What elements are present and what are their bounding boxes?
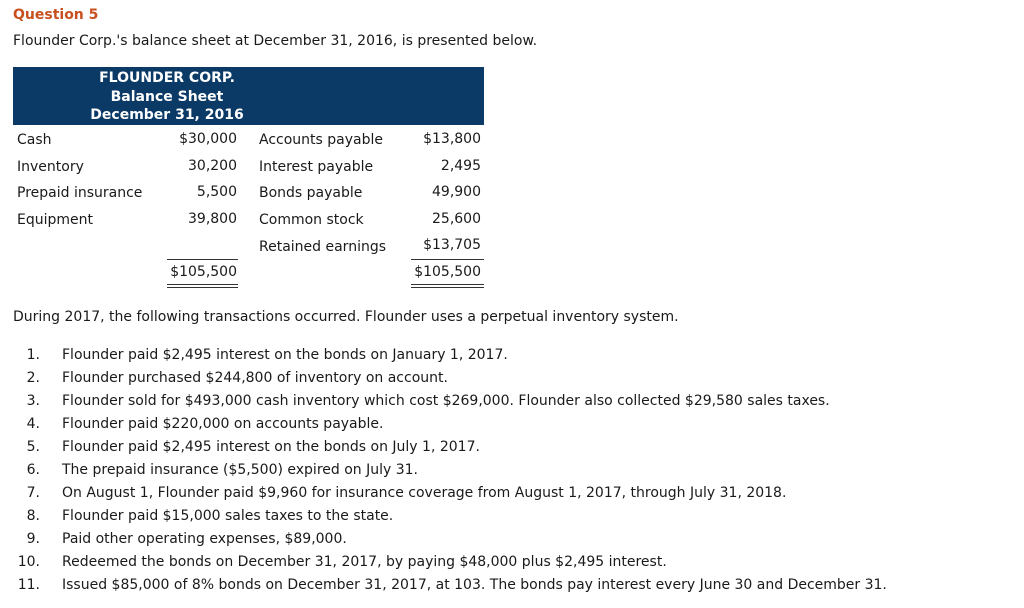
item-number: 9. [26,531,40,547]
liabilities-double-underline [411,284,484,288]
equity-amount: $13,705 [423,237,481,253]
item-number: 6. [26,462,40,478]
equity-label: Common stock [259,212,364,228]
liability-amount: 49,900 [432,184,481,200]
statement-name: Balance Sheet [110,89,224,105]
asset-label: Equipment [17,212,93,228]
item-text: Flounder paid $220,000 on accounts payable. [62,416,384,432]
balance-sheet-header [13,67,484,125]
assets-total-rule [167,259,238,260]
liabilities-total-rule [411,259,484,260]
item-text: Issued $85,000 of 8% bonds on December 31, 2017, at 103. The bonds pay interest every June 30 and December 31. [62,577,887,593]
company-name: FLOUNDER CORP. [99,70,235,86]
liability-label: Bonds payable [259,185,363,201]
transactions-intro: During 2017, the following transactions occurred. Flounder uses a perpetual inventory system. [13,309,679,325]
item-number: 1. [26,347,40,363]
item-number: 2. [26,370,40,386]
question-title: Question 5 [13,7,99,23]
asset-amount: 30,200 [188,158,237,174]
item-text: The prepaid insurance ($5,500) expired on July 31. [62,462,418,478]
item-text: Flounder paid $2,495 interest on the bonds on January 1, 2017. [62,347,508,363]
item-text: Flounder sold for $493,000 cash inventory which cost $269,000. Flounder also collected $29,580 sales taxes. [62,393,830,409]
liabilities-equity-total: $105,500 [414,264,481,280]
asset-amount: 5,500 [196,184,237,200]
item-text: Flounder paid $15,000 sales taxes to the state. [62,508,394,524]
item-text: Flounder purchased $244,800 of inventory on account. [62,370,448,386]
item-text: On August 1, Flounder paid $9,960 for insurance coverage from August 1, 2017, through July 31, 2018. [62,485,787,501]
liability-amount: 2,495 [440,158,481,174]
asset-label: Cash [17,132,52,148]
assets-double-underline [167,284,238,288]
liability-amount: $13,800 [423,131,481,147]
item-number: 5. [26,439,40,455]
equity-amount: 25,600 [432,211,481,227]
liability-label: Interest payable [259,159,374,175]
item-text: Paid other operating expenses, $89,000. [62,531,347,547]
asset-label: Prepaid insurance [17,185,143,201]
item-number: 11. [17,577,40,593]
item-number: 10. [17,554,40,570]
liability-label: Accounts payable [259,132,383,148]
item-number: 4. [26,416,40,432]
item-number: 3. [26,393,40,409]
assets-total: $105,500 [170,264,237,280]
asset-amount: $30,000 [179,131,237,147]
item-text: Flounder paid $2,495 interest on the bonds on July 1, 2017. [62,439,480,455]
asset-label: Inventory [17,159,84,175]
statement-date: December 31, 2016 [90,107,244,123]
question-intro: Flounder Corp.'s balance sheet at December 31, 2016, is presented below. [13,33,538,49]
asset-amount: 39,800 [188,211,237,227]
item-number: 7. [26,485,40,501]
equity-label: Retained earnings [259,239,387,255]
item-text: Redeemed the bonds on December 31, 2017, by paying $48,000 plus $2,495 interest. [62,554,667,570]
item-number: 8. [26,508,40,524]
